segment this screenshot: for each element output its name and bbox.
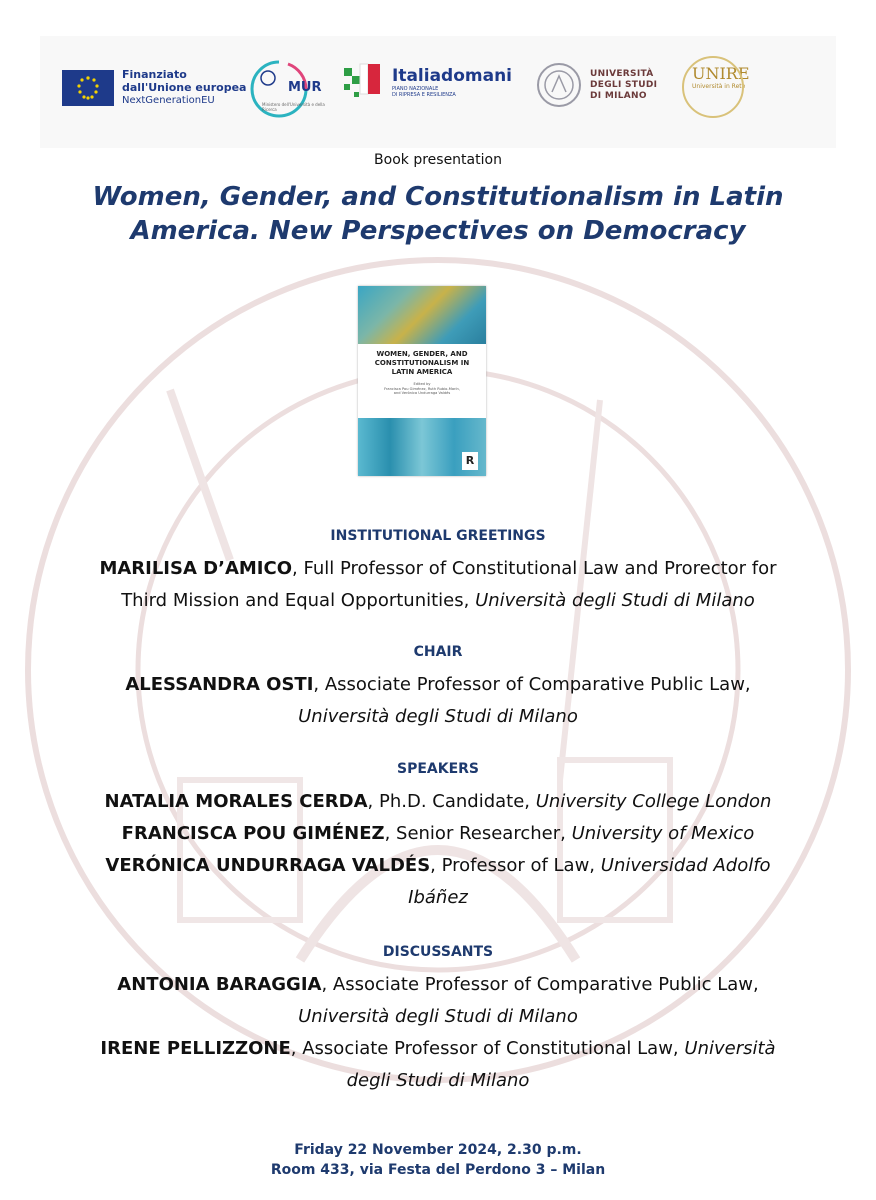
discussant-2 [40,1033,836,1065]
event-type: Book presentation [374,152,502,168]
mur-logo [248,58,325,120]
mur-name: MUR [288,80,322,95]
cover-top-image [358,286,486,344]
unimi-line3: DI MILANO [590,90,647,101]
cover-title-line1: WOMEN, GENDER, AND [376,350,468,358]
greetings-name: MARILISA D’AMICO [99,558,292,579]
chair-heading: CHAIR [413,644,463,660]
speaker-1-role: , Ph.D. Candidate, [367,791,536,812]
discussant-2-affil-2: degli Studi di Milano [346,1070,530,1091]
speakers-heading: SPEAKERS [396,761,480,777]
chair-name: ALESSANDRA OSTI [125,674,314,695]
speaker-2-role: , Senior Researcher, [384,823,572,844]
speaker-3-affil-1: Universidad Adolfo [600,855,771,876]
unire-logo [680,64,750,90]
book-title [40,180,836,248]
unire-circle-icon [680,54,746,120]
speakers-entry [40,786,836,914]
event-place: Room 433, via Festa del Perdono 3 – Milan [270,1162,606,1178]
discussant-2-affil-1: Università [684,1038,776,1059]
cover-editors-line1: Edited by [413,382,431,386]
eu-funding-logo [62,68,246,107]
discussant-2-name: IRENE PELLIZZONE [100,1038,291,1059]
cover-title-line3: LATIN AMERICA [391,368,453,376]
speaker-3-name: VERÓNICA UNDURRAGA VALDÉS [105,855,431,876]
eu-line3: NextGenerationEU [122,95,215,106]
sponsor-logo-strip [40,36,836,148]
event-date: Friday 22 November 2024, 2.30 p.m. [294,1142,582,1158]
italiadomani-sub1: PIANO NAZIONALE [392,86,439,92]
event-details [0,1140,876,1180]
speaker-2-affil: University of Mexico [571,823,755,844]
speaker-2 [40,818,836,850]
greetings-role-1: , Full Professor of Constitutional Law and Prorector for [292,558,777,579]
title-line-1: Women, Gender, and Constitutionalism in Latin [92,182,784,212]
unimi-logo [536,62,657,108]
greetings-affil: Università degli Studi di Milano [475,590,755,611]
cover-editors-line3: and Verónica Undurraga Valdés [393,391,451,395]
publisher-logo-icon: R [462,452,478,470]
unimi-seal-icon [536,62,582,108]
italiadomani-sub2: DI RIPRESA E RESILIENZA [392,92,456,98]
chair-entry [40,669,836,733]
eu-line2: dall'Unione europea [122,81,247,94]
italiadomani-name: Italiadomani [392,66,513,86]
greetings-entry [40,553,836,617]
cover-editors [368,382,476,396]
unimi-line1: UNIVERSITÀ [590,68,654,79]
discussant-2-role: , Associate Professor of Constitutional Law, [290,1038,685,1059]
unire-sub: Università in Rete [692,83,746,90]
speaker-1-affil: University College London [535,791,772,812]
speaker-2-name: FRANCISCA POU GIMÉNEZ [121,823,385,844]
unimi-line2: DEGLI STUDI [590,79,658,90]
chair-affil: Università degli Studi di Milano [298,706,578,727]
greetings-role-2: Third Mission and Equal Opportunities, [121,590,476,611]
speaker-1 [40,786,836,818]
discussants-entry [40,969,836,1097]
discussant-1 [40,969,836,1001]
discussant-1-role: , Associate Professor of Comparative Public Law, [321,974,759,995]
cover-editors-line2: Francisca Pou Giménez, Ruth Rubio-Marín, [384,386,460,391]
discussants-heading: DISCUSSANTS [382,944,494,960]
greetings-heading: INSTITUTIONAL GREETINGS [330,528,546,544]
book-cover [358,286,486,476]
unire-name: UNIRE [692,64,750,83]
speaker-1-name: NATALIA MORALES CERDA [104,791,368,812]
speaker-3-role: , Professor of Law, [430,855,601,876]
mur-sub: Ministero dell'Università e della Ricerca [262,102,325,112]
speaker-3-affil-2: Ibáñez [408,887,468,908]
cover-title [358,350,486,377]
eu-line1: Finanziato [122,68,187,81]
speaker-3 [40,850,836,882]
cover-title-line2: CONSTITUTIONALISM IN [374,359,470,367]
discussant-1-affil: Università degli Studi di Milano [298,1006,578,1027]
title-line-2: America. New Perspectives on Democracy [130,216,746,246]
eu-flag-icon [62,70,114,106]
italy-flag-pixels-icon [342,60,386,104]
italiadomani-logo [342,60,512,104]
chair-role: , Associate Professor of Comparative Public Law, [313,674,751,695]
discussant-1-name: ANTONIA BARAGGIA [117,974,322,995]
